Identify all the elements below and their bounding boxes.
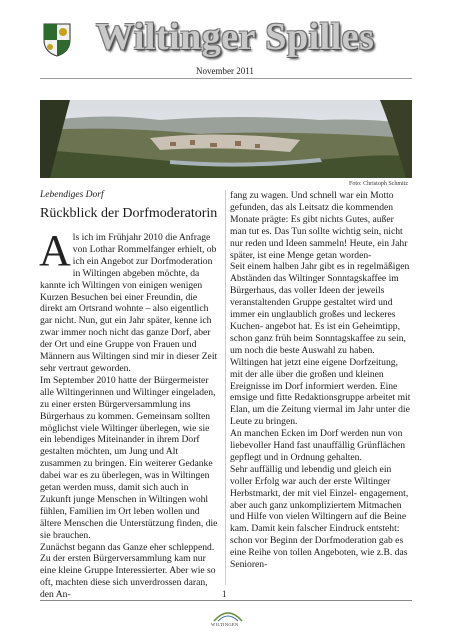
article-column-right bbox=[230, 190, 412, 571]
column-divider bbox=[225, 190, 226, 585]
footer-divider bbox=[40, 600, 412, 601]
paragraph: Im September 2010 hatte der Bürgermeister alle Wiltingerinnen und Wiltinger eingeladen, zu einer ersten Bürgerversammlung ins Bürgerhaus zu kommen. Gemeinsam sollten möglichst viele Wiltinger überlegen, wie sie ein lebendiges Miteinander in ihrem Dorf gestalten möchten, um Jung und Alt zusammen zu bringen. Ein weiterer Gedanke dabei war es zu überlegen, was in Wiltingen getan werden muss, damit sich auch in Zukunft junge Menschen in Wiltingen wohl fühlen, Familien im Ort leben wollen und ältere Menschen die Unterstützung finden, die sie brauchen. bbox=[40, 374, 218, 541]
page-number: 1 bbox=[222, 589, 227, 599]
article-kicker: Lebendiges Dorf bbox=[40, 190, 104, 200]
coat-of-arms-icon bbox=[42, 22, 72, 58]
wiltingen-logo-icon bbox=[208, 603, 248, 633]
paragraph: Zunächst begann das Ganze eher schleppend. Zu der ersten Bürgerversammlung kam nur eine kleine Gruppe Interessierter. Aber wie so oft, machten diese sich unverdrossen daran, den An- bbox=[40, 541, 216, 601]
footer-logo-text: WILTINGEN bbox=[211, 622, 239, 627]
panorama-photo bbox=[40, 100, 412, 178]
header-divider bbox=[40, 78, 412, 79]
article-column-left bbox=[40, 190, 220, 601]
paragraph: Wiltingen hat jetzt eine eigene Dorfzeitung, mit der alle über die großen und kleinen Ereignisse im Dorf informiert werden. Eine emsige und fitte Redaktionsgruppe arbeitet mit Elan, um die Zeitung viermal im Jahr unter die Leute zu bringen. bbox=[230, 356, 411, 428]
article-headline: Rückblick der Dorfmoderatorin bbox=[40, 206, 218, 221]
newspaper-title: Wiltinger Spilles bbox=[96, 16, 375, 58]
paragraph: Als ich im Frühjahr 2010 die Anfrage von Lothar Rommelfanger erhielt, ob ich ein Angebot zur Dorfmoderation in Wiltingen abgeben möchte, da kannte ich Wiltingen von einigen wenigen Kurzen Besuchen bei einer Freundin, die direkt am Ortsrand wohnte – also eigentlich gar nicht. Nun, gut ein Jahr später, kenne ich zwar immer noch nicht das ganze Dorf, aber der Ort und eine Gruppe von Frauen und Männern aus Wiltingen sind mir in dieser Zeit sehr vertraut geworden. bbox=[39, 226, 218, 374]
drop-cap: A bbox=[39, 226, 71, 275]
article-body-right bbox=[230, 190, 412, 571]
masthead bbox=[0, 0, 452, 80]
paragraph: Sehr auffällig und lebendig und gleich ein voller Erfolg war auch der erste Wiltinger Herbstmarkt, der mit viel Einzel- engagement, aber auch ganz unkompliziertem Mitmachen und Hilfe von vielen Wiltingern auf die Beine kam. Damit kein falscher Eindruck entsteht: schon vor Beginn der Dorfmoderation gab es eine Reihe von tollen Angeboten, wie z.B. das Senioren- bbox=[230, 463, 409, 571]
paragraph: Seit einem halben Jahr gibt es in regelmäßigen Abständen das Wiltinger Sonntagskaffee im Bürgerhaus, das voller Ideen der jeweils veranstaltenden Gruppe gestaltet wird und immer ein unglaublich großes und leckeres Kuchen- angebot hat. Es ist ein Geheimtipp, schon ganz früh beim Sonntagskaffee zu sein, um noch die beste Auswahl zu haben. bbox=[230, 261, 410, 356]
photo-credit: Foto: Christoph Schmitz bbox=[348, 181, 408, 187]
paragraph: An manchen Ecken im Dorf werden nun von liebevoller Hand fast unauffällig Grünflächen gepflegt und in Ordnung gehalten. bbox=[230, 428, 406, 463]
article-body-left bbox=[39, 226, 220, 601]
issue-date: November 2011 bbox=[196, 66, 254, 76]
paragraph: fang zu wagen. Und schnell war ein Motto gefunden, das als Leitsatz die kommenden Monate prägte: Es gibt nichts Gutes, außer man tut es. Das Tun sollte wichtig sein, nicht nur reden und Ideen sammeln! Heute, ein Jahr später, ist eine Menge getan worden- bbox=[230, 190, 408, 261]
